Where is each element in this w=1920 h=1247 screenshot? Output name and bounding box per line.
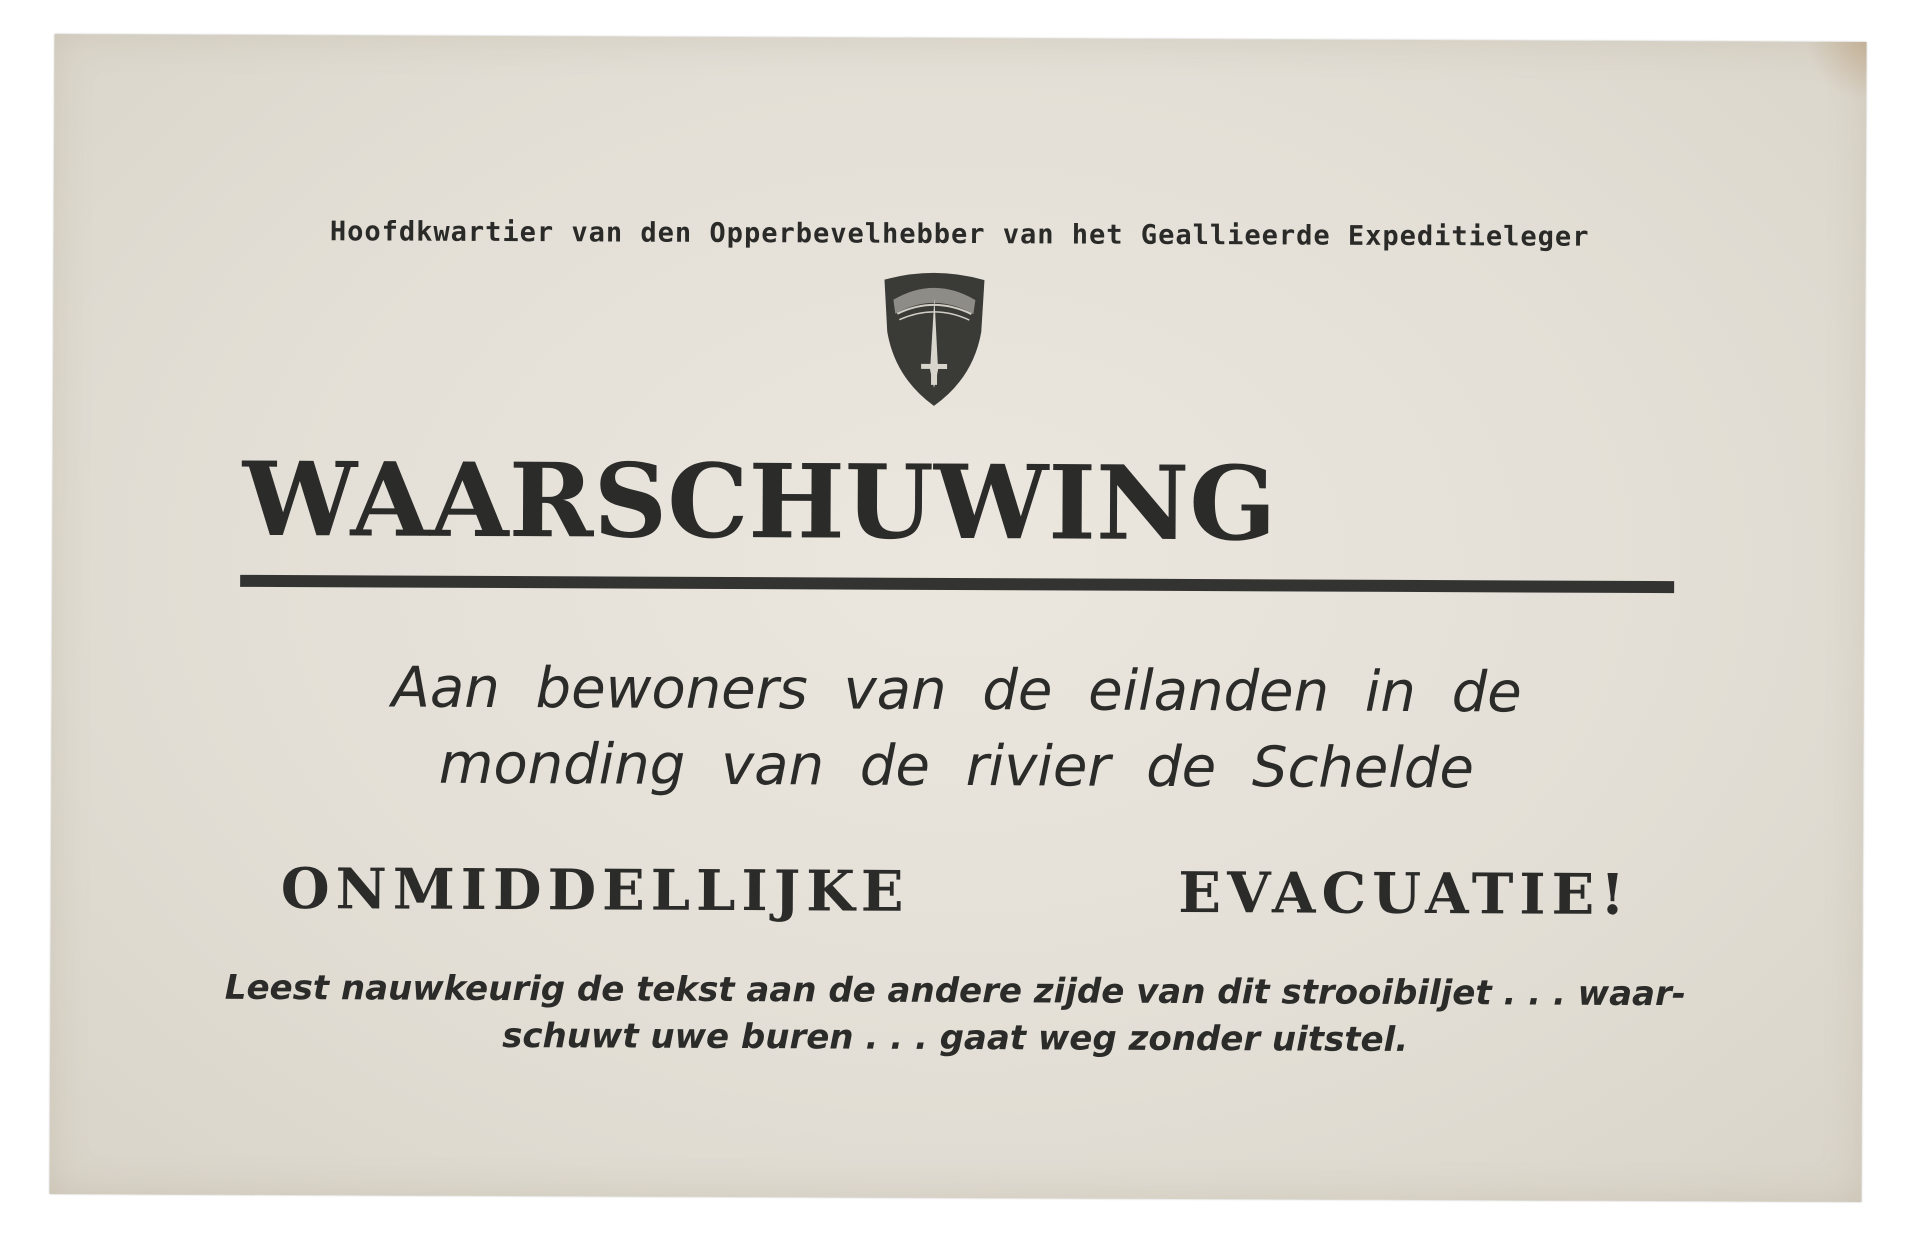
instruction-text bbox=[190, 965, 1720, 1066]
instruction-line-2: schuwt uwe buren . . . gaat weg zonder uitstel. bbox=[502, 1016, 1409, 1060]
addressee-line-2: monding van de rivier de Schelde bbox=[438, 731, 1474, 802]
addressee-line-1: Aan bewoners van de eilanden in de bbox=[391, 655, 1522, 726]
instruction-line-1: Leest nauwkeurig de tekst aan de andere zijde van dit strooibiljet . . . waar- bbox=[224, 967, 1686, 1015]
headquarters-heading: Hoofdkwartier van den Opperbevelhebber van het Geallieerde Expeditieleger bbox=[329, 216, 1590, 253]
addressee-text bbox=[251, 650, 1662, 808]
title-underline bbox=[240, 575, 1674, 593]
evacuation-heading: ONMIDDELLIJKE EVACUATIE! bbox=[280, 856, 1631, 928]
warning-title: WAARSCHUWING bbox=[242, 439, 1277, 565]
leaflet-sheet bbox=[49, 34, 1866, 1202]
shield-flaming-sword-icon bbox=[881, 270, 988, 408]
